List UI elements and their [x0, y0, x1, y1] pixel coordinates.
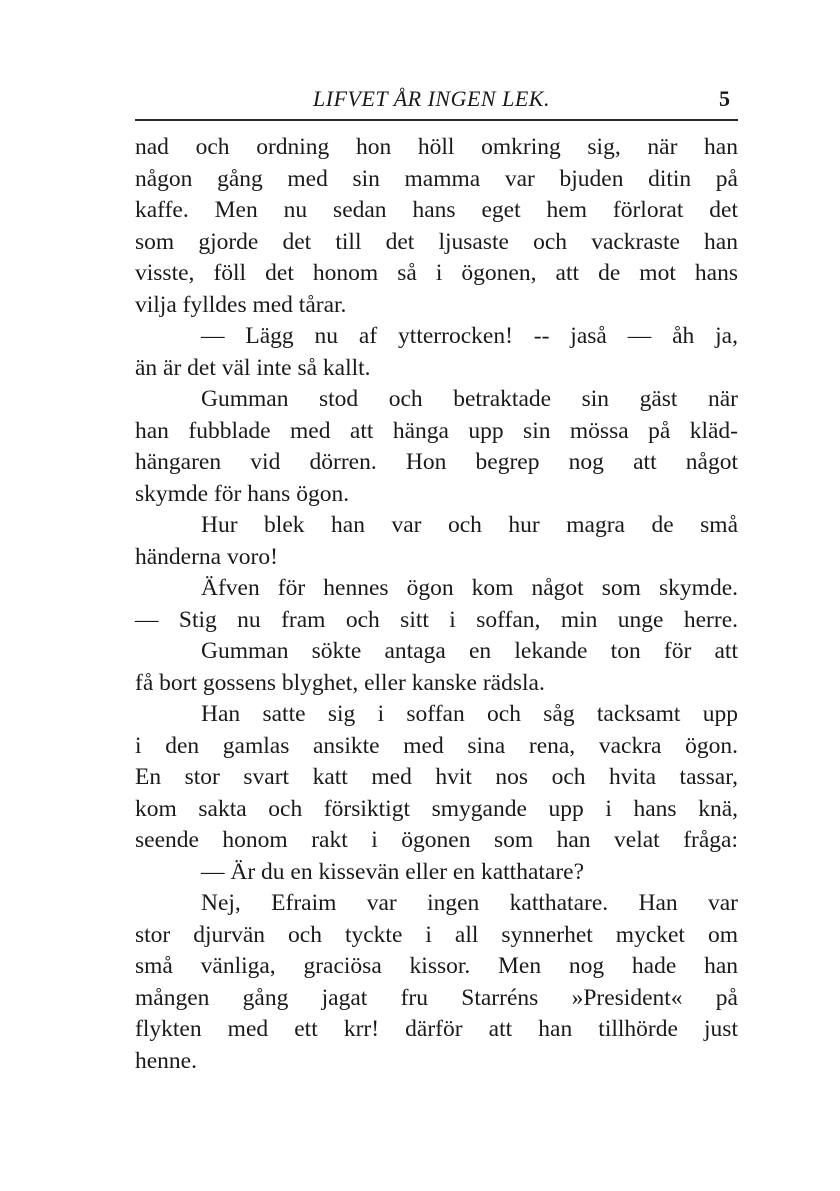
text-line: seende honom rakt i ögonen som han velat fråga:	[135, 827, 738, 853]
running-title: LIFVET ÅR INGEN LEK.	[313, 86, 550, 111]
text-line: som gjorde det till det ljusaste och vackraste han	[135, 228, 738, 255]
text-line: än är det väl inte så kallt.	[135, 354, 371, 381]
text-line: små vänliga, graciösa kissor. Men nog hade han	[135, 953, 738, 979]
text-line: händerna voro!	[135, 543, 278, 570]
body-text	[135, 132, 738, 1077]
text-line: Hur blek han var och hur magra de små	[201, 512, 738, 538]
text-line: få bort gossens blyghet, eller kanske rädsla.	[135, 669, 545, 696]
text-line: vilja fylldes med tårar.	[135, 291, 347, 318]
text-line: mången gång jagat fru Starréns »President« på	[135, 984, 738, 1011]
text-line: Gumman stod och betraktade sin gäst när	[201, 386, 738, 412]
text-line: Äfven för hennes ögon kom något som skymde.	[201, 575, 738, 601]
text-line: visste, föll det honom så i ögonen, att de mot hans	[135, 260, 738, 286]
text-line: Gumman sökte antaga en lekande ton för att	[201, 638, 738, 664]
text-line: han fubblade med att hänga upp sin mössa på kläd-	[135, 417, 738, 444]
text-line: henne.	[135, 1047, 197, 1074]
text-line: i den gamlas ansikte med sina rena, vackra ögon.	[135, 732, 738, 759]
text-line: skymde för hans ögon.	[135, 480, 350, 507]
text-line: — Stig nu fram och sitt i soffan, min unge herre.	[135, 606, 738, 633]
text-line: nad och ordning hon höll omkring sig, när han	[135, 134, 738, 160]
text-line: kaffe. Men nu sedan hans eget hem förlorat det	[135, 197, 738, 223]
running-head	[135, 84, 738, 120]
text-line: Nej, Efraim var ingen katthatare. Han var	[201, 890, 738, 916]
text-line: En stor svart katt med hvit nos och hvita tassar,	[135, 764, 738, 790]
text-line: någon gång med sin mamma var bjuden ditin på	[135, 165, 738, 192]
text-line: — Är du en kissevän eller en katthatare?	[201, 858, 585, 885]
page-number: 5	[719, 86, 730, 111]
text-line: hängaren vid dörren. Hon begrep nog att något	[135, 449, 738, 475]
text-line: flykten med ett krr! därför att han tillhörde just	[135, 1016, 738, 1042]
text-line: — Lägg nu af ytterrocken! -- jaså — åh ja,	[201, 323, 738, 349]
text-line: kom sakta och försiktigt smygande upp i hans knä,	[135, 795, 738, 822]
text-line: Han satte sig i soffan och såg tacksamt upp	[201, 701, 738, 727]
text-line: stor djurvän och tyckte i all synnerhet mycket om	[135, 921, 738, 948]
header-rule	[135, 119, 738, 121]
